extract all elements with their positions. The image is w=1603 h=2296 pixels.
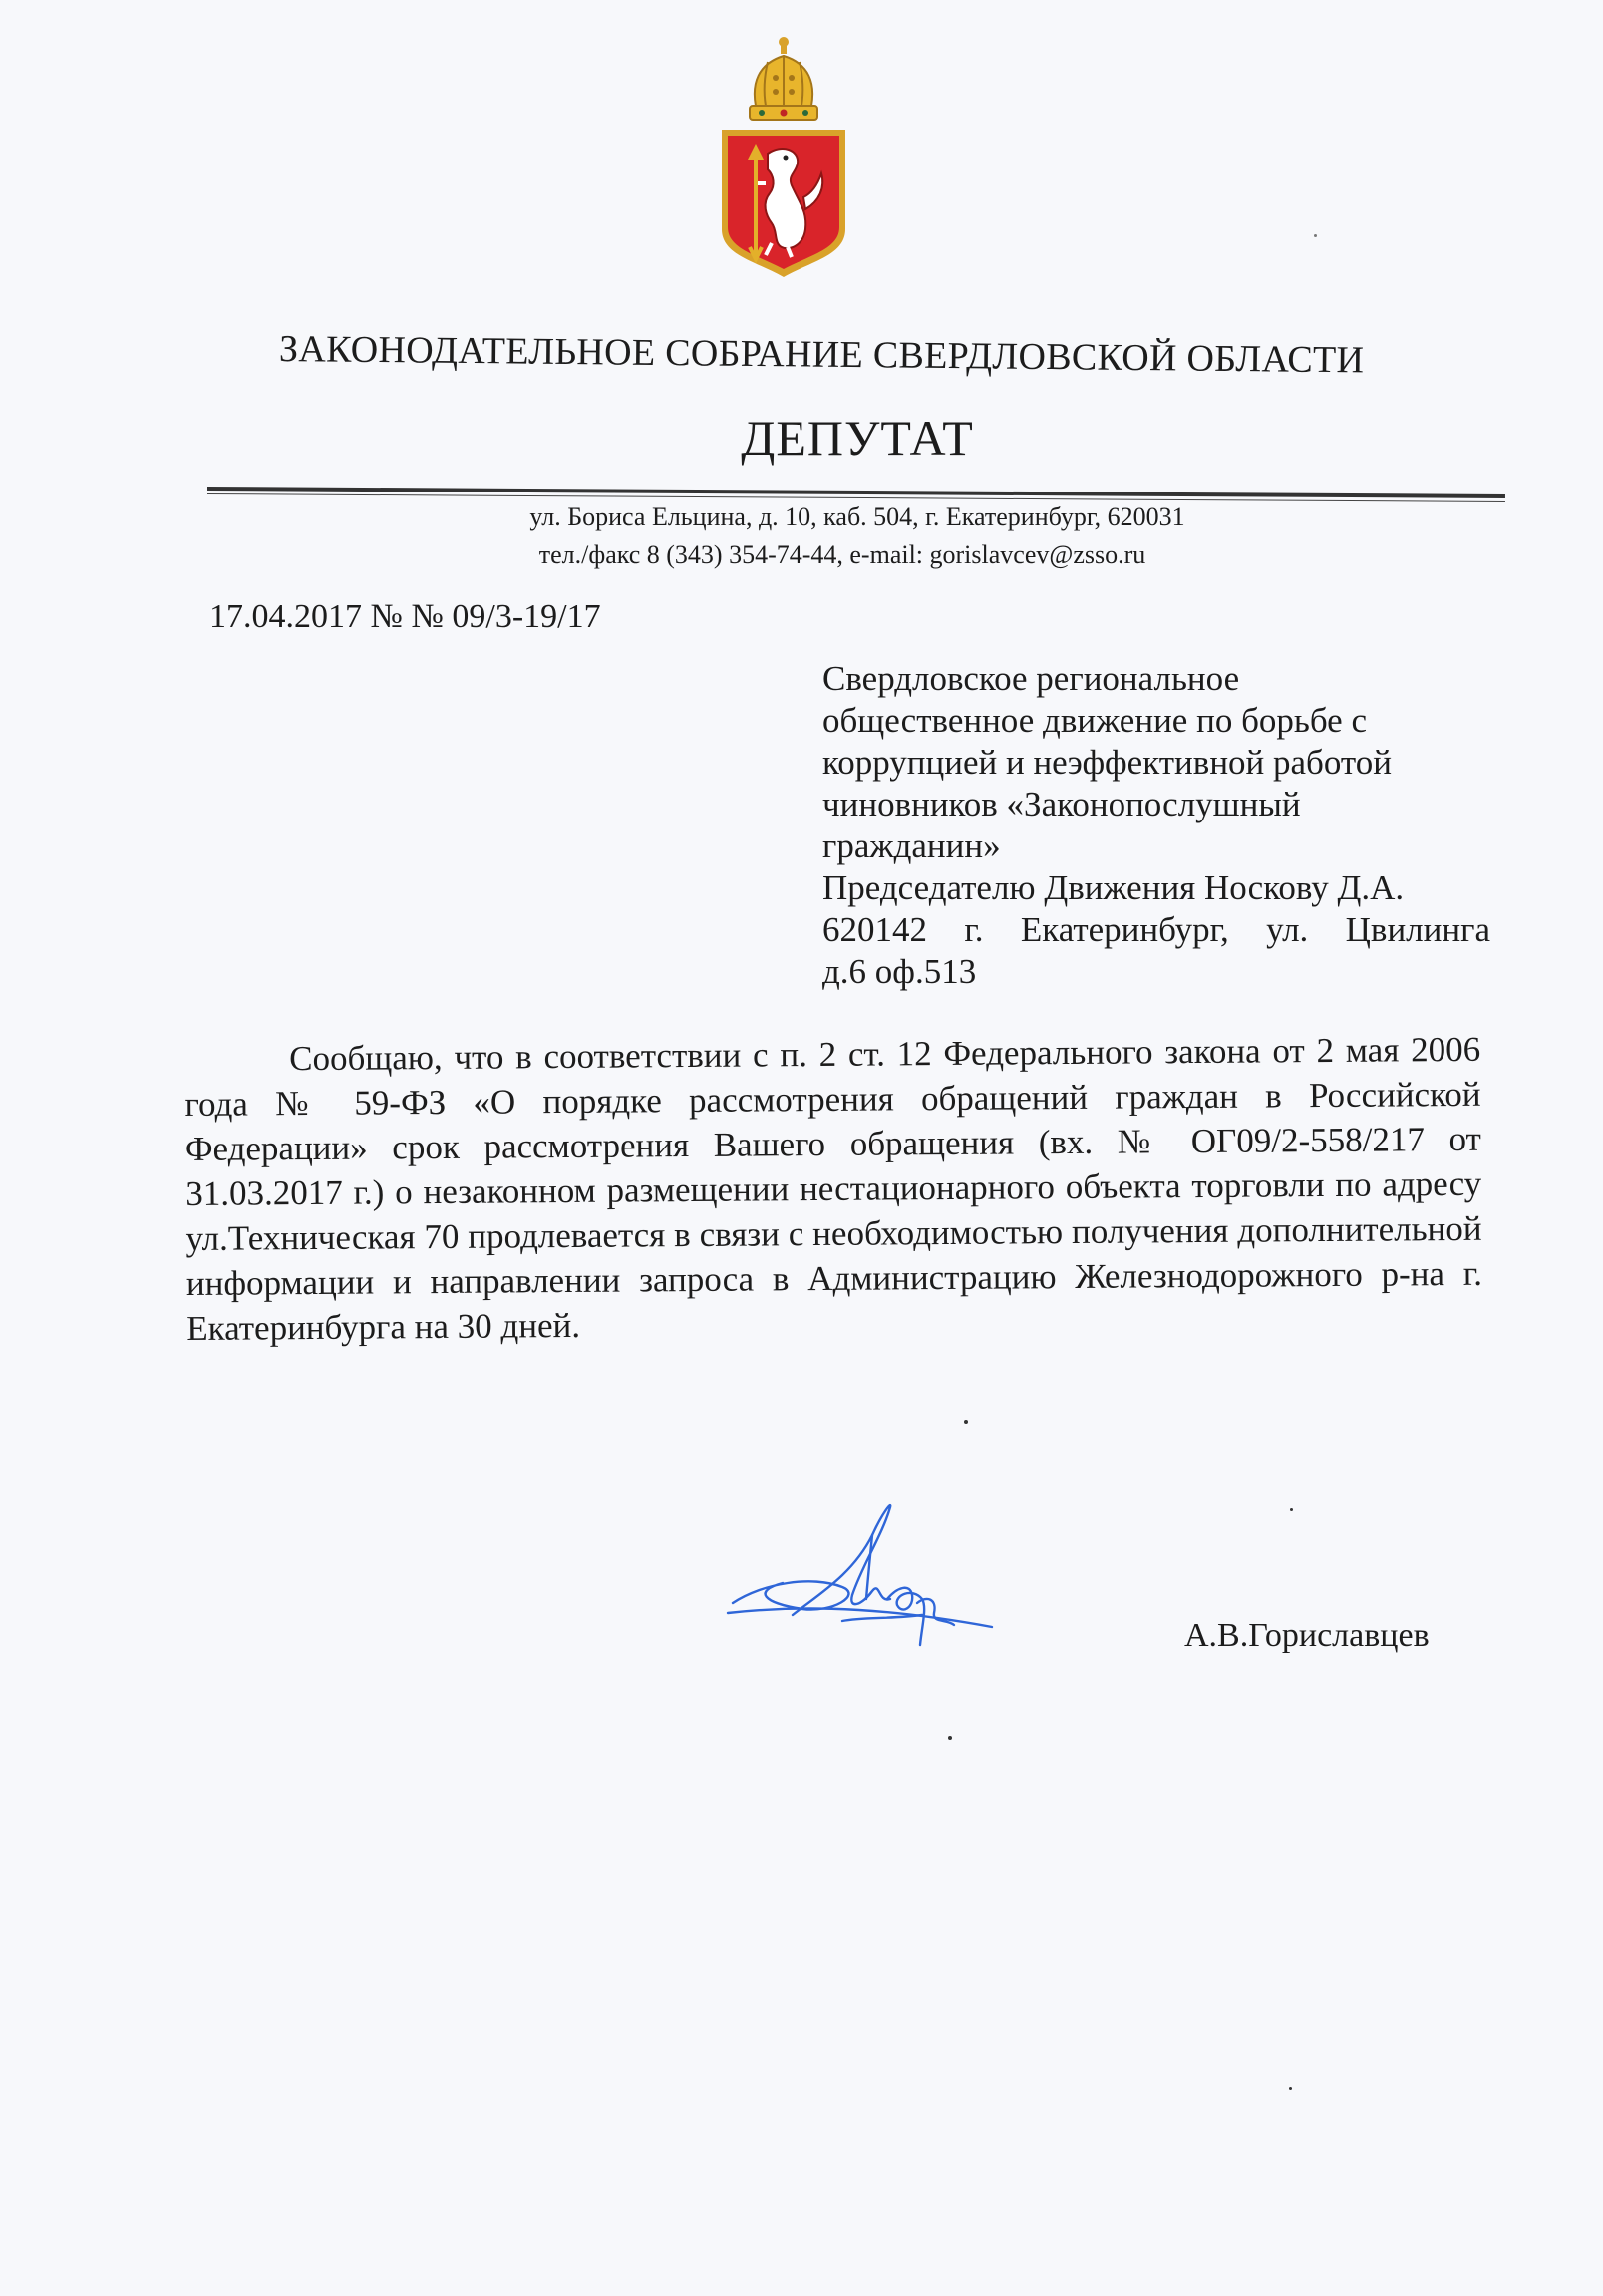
letter-body-paragraph: Сообщаю, что в соответствии с п. 2 ст. 12 Федерального закона от 2 мая 2006 года № 59-ФЗ «О порядке рассмотрения обращений граждан в Российской Федерации» срок рассмотрения Вашего обращения (вх. № ОГ09/2-558/217 от 31.03.2017 г.) о незаконном размещении нестационарного объекта торговли по адресу ул.Техническая 70 продлевается в связи с необходимостью получения дополнительной информации и направлении запроса в Администрацию Железнодорожного р-на г. Екатеринбурга на 30 дней. (184, 1029, 1483, 1348)
recipient-line: Свердловское региональное (822, 659, 1240, 698)
scan-speck (1314, 234, 1317, 237)
phone-email-line: тел./факс 8 (343) 354-74-44, e-mail: gorislavcev@zsso.ru (538, 540, 1146, 569)
letter-date-number: 17.04.2017 № № 09/3-19/17 (209, 598, 601, 635)
recipient-line: общественное движение по борьбе с (822, 701, 1368, 740)
organization-name: ЗАКОНОДАТЕЛЬНОЕ СОБРАНИЕ СВЕРДЛОВСКОЙ ОБЛАСТИ (278, 328, 1365, 382)
coat-of-arms-emblem (716, 34, 851, 279)
scan-speck (948, 1736, 952, 1740)
recipient-line: коррупцией и неэффективной работой (822, 743, 1392, 782)
contact-address (0, 498, 1603, 574)
signer-name: А.В.Гориславцев (1184, 1617, 1430, 1654)
handwritten-signature (723, 1495, 1002, 1675)
scan-speck (1289, 2087, 1292, 2090)
recipient-line: гражданин» (822, 826, 1001, 865)
scan-speck (1290, 1508, 1293, 1511)
position-title: ДЕПУТАТ (741, 410, 974, 466)
address-line: ул. Бориса Ельцина, д. 10, каб. 504, г. Екатеринбург, 620031 (529, 502, 1185, 531)
crown-icon (750, 37, 817, 120)
recipient-line: д.6 оф.513 (822, 952, 977, 991)
recipient-line: 620142 г. Екатеринбург, ул. Цвилинга (822, 910, 1490, 949)
scan-speck (964, 1420, 968, 1424)
recipient-line: чиновников «Законопослушный (822, 785, 1301, 823)
recipient-block (822, 658, 1490, 993)
recipient-line: Председателю Движения Носкову Д.А. (822, 868, 1405, 907)
